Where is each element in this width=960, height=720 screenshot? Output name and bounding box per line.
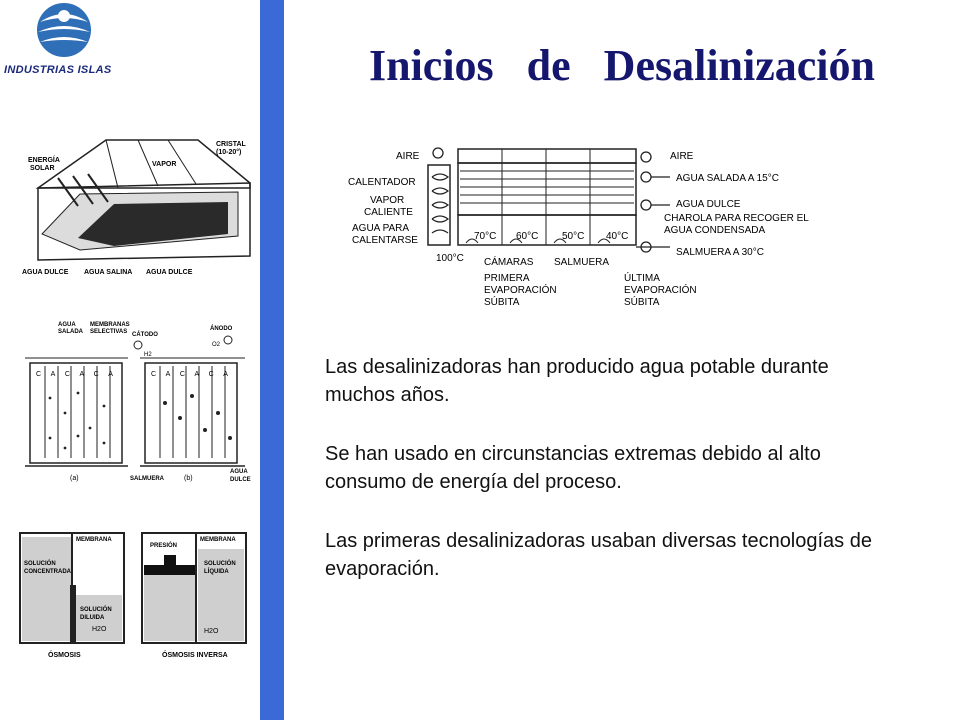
osmosis-label-sol-liq-1: SOLUCIÓN: [204, 561, 236, 567]
electro-label-selectivas: SELECTIVAS: [90, 329, 128, 335]
osmosis-label-sol-liq-2: LÍQUIDA: [204, 569, 229, 575]
electro-label-agua: AGUA: [58, 322, 76, 328]
osmosis-label-membrana-1: MEMBRANA: [76, 537, 112, 543]
flash-label-camaras: CÁMARAS: [484, 257, 534, 268]
accent-bar: [260, 0, 284, 720]
paragraph-3: Las primeras desalinizadoras usaban diversas tecnologías de evaporación.: [325, 530, 872, 580]
flash-label-vapor-2: CALIENTE: [364, 207, 413, 218]
osmosis-label-h2o-2: H2O: [204, 628, 219, 635]
solar-label-solar: SOLAR: [30, 165, 55, 172]
electro-labels-ca-a: C A C A C A: [36, 371, 117, 378]
electro-label-a: (a): [70, 475, 79, 482]
electro-label-b: (b): [184, 475, 193, 482]
electrodialysis-diagram: [20, 318, 255, 493]
page-title: Inicios de Desalinización: [368, 41, 876, 90]
electro-label-agua-dulce-1: AGUA: [230, 469, 248, 475]
paragraph-1: Las desalinizadoras han producido agua potable durante muchos años.: [325, 356, 829, 406]
solar-label-cristal: CRISTAL: [216, 141, 246, 148]
flash-label-vapor-1: VAPOR: [370, 195, 405, 206]
flash-label-agua-dulce: AGUA DULCE: [676, 199, 741, 210]
electro-label-membranas: MEMBRANAS: [90, 322, 130, 328]
osmosis-label-inversa: ÓSMOSIS INVERSA: [162, 652, 228, 659]
electro-label-agua-dulce-2: DULCE: [230, 477, 251, 483]
electro-label-salmuera: SALMUERA: [130, 476, 164, 482]
flash-label-agua-salada: AGUA SALADA A 15°C: [676, 173, 779, 184]
solar-label-cristal-deg: (10-20°): [216, 149, 242, 156]
flash-label-ultima-1: ÚLTIMA: [624, 273, 660, 284]
osmosis-label-osmosis: ÓSMOSIS: [48, 652, 81, 659]
flash-label-t100: 100°C: [436, 253, 464, 264]
flash-label-salmuera-30: SALMUERA A 30°C: [676, 247, 764, 258]
osmosis-label-sol-dil-2: DILUIDA: [80, 615, 105, 621]
solar-label-agua-dulce-left: AGUA DULCE: [22, 269, 69, 276]
flash-label-t60: 60°C: [516, 231, 539, 242]
solar-label-vapor: VAPOR: [152, 161, 177, 168]
flash-label-ultima-3: SÚBITA: [624, 297, 660, 308]
electro-label-salada: SALADA: [58, 329, 83, 335]
flash-label-t70: 70°C: [474, 231, 497, 242]
flash-label-agua-para-2: CALENTARSE: [352, 235, 418, 246]
osmosis-label-sol-dil-1: SOLUCIÓN: [80, 607, 112, 613]
flash-label-primera-2: EVAPORACIÓN: [484, 285, 557, 296]
flash-label-primera-1: PRIMERA: [484, 273, 530, 284]
flash-label-aire-left: AIRE: [396, 151, 420, 162]
flash-label-primera-3: SÚBITA: [484, 297, 520, 308]
flash-distillation-diagram: [340, 135, 820, 313]
electro-label-anodo: ÁNODO: [210, 326, 233, 332]
osmosis-label-sol-conc-1: SOLUCIÓN: [24, 561, 56, 567]
solar-label-agua-salina: AGUA SALINA: [84, 269, 133, 276]
flash-label-charola-2: AGUA CONDENSADA: [664, 225, 766, 236]
solar-still-diagram: [18, 128, 253, 278]
flash-label-aire-right: AIRE: [670, 151, 694, 162]
flash-label-agua-para-1: AGUA PARA: [352, 223, 410, 234]
electro-label-h2: H2: [144, 352, 152, 358]
osmosis-label-h2o-1: H2O: [92, 626, 107, 633]
logo-emblem-icon: [0, 0, 140, 90]
company-logo: [0, 0, 140, 90]
electro-labels-ca-b: C A C A C A: [151, 371, 232, 378]
osmosis-label-membrana-2: MEMBRANA: [200, 537, 236, 543]
electro-label-o2: O2: [212, 342, 221, 348]
logo-text: INDUSTRIAS ISLAS: [4, 64, 112, 76]
flash-label-charola-1: CHAROLA PARA RECOGER EL: [664, 213, 809, 224]
solar-label-energia: ENERGÍA: [28, 157, 60, 164]
osmosis-label-sol-conc-2: CONCENTRADA: [24, 569, 71, 575]
flash-label-ultima-2: EVAPORACIÓN: [624, 285, 697, 296]
osmosis-label-presion: PRESIÓN: [150, 543, 178, 549]
electro-label-catodo: CÁTODO: [132, 332, 158, 338]
flash-label-t50: 50°C: [562, 231, 585, 242]
osmosis-diagram: [14, 525, 254, 663]
paragraph-2: Se han usado en circunstancias extremas debido al alto consumo de energía del proceso.: [325, 443, 821, 493]
flash-label-calentador: CALENTADOR: [348, 177, 416, 188]
solar-label-agua-dulce-right: AGUA DULCE: [146, 269, 193, 276]
flash-label-t40: 40°C: [606, 231, 629, 242]
flash-label-salmuera: SALMUERA: [554, 257, 610, 268]
